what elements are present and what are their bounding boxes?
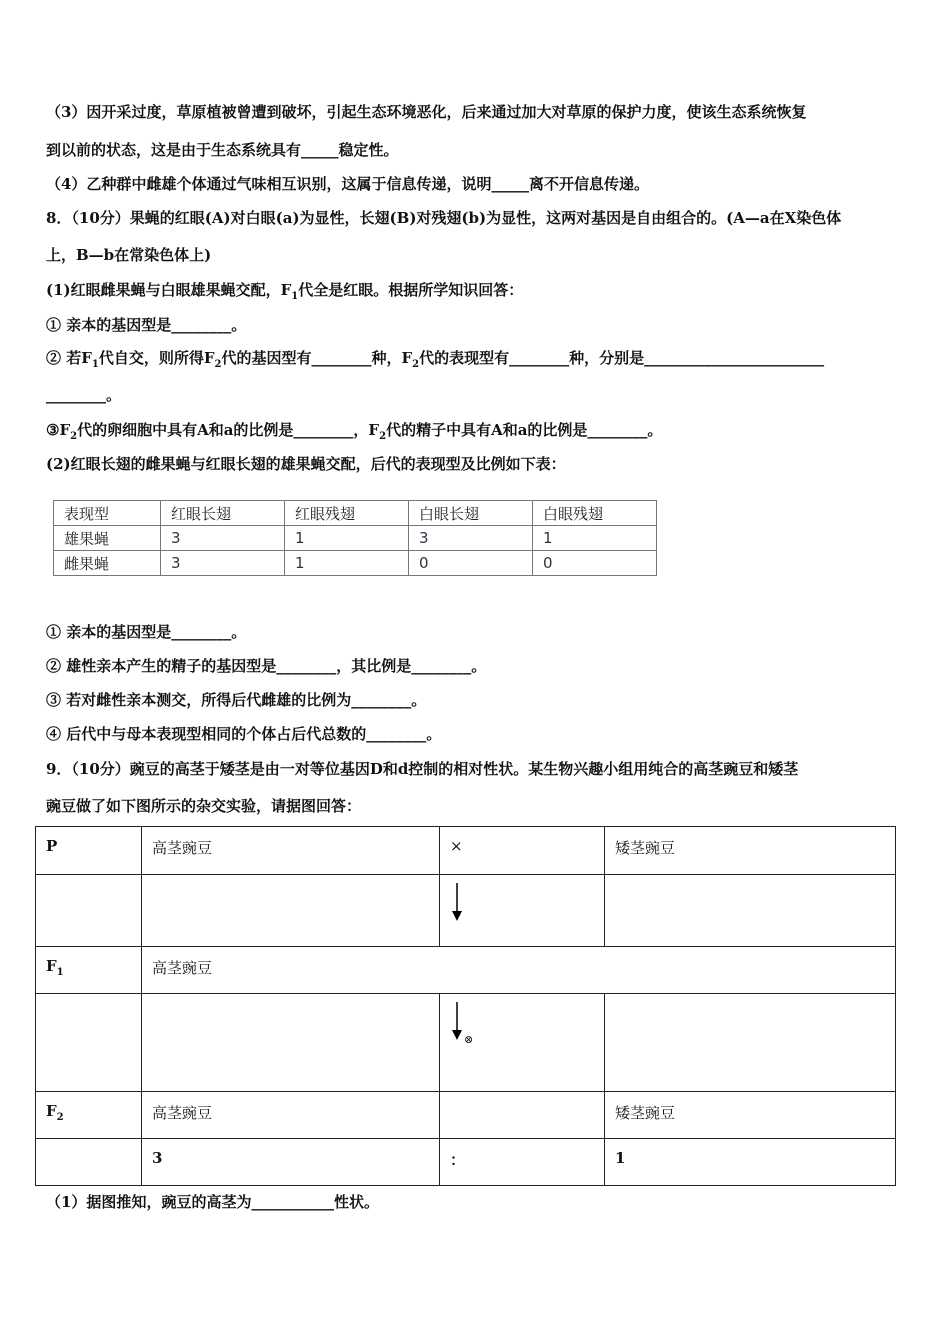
cross-diagram-table (35, 826, 896, 1186)
table-row (36, 947, 896, 994)
question-9-stem-b: 豌豆做了如下图所示的杂交实验，请据图回答： (46, 797, 362, 815)
generation-label-f1: $F_1$ (36, 947, 142, 994)
table-cell: 3 (161, 526, 285, 551)
table-cell (142, 994, 440, 1092)
question-8-1-iii: $③F_2$代的卵细胞中具有A和a的比例是________，$F_2$代的精子中具有A和a的比例是________。 (46, 421, 663, 442)
f2-tall: 高茎豌豆 (142, 1092, 440, 1139)
table-cell (605, 994, 896, 1092)
generation-label-p: P (36, 827, 142, 875)
table-cell: 1 (285, 526, 409, 551)
f1-value: 高茎豌豆 (142, 947, 896, 994)
table-cell (440, 994, 605, 1092)
self-cross-icon: ⊗ (464, 1033, 474, 1046)
paragraph-3b: 到以前的状态，这是由于生态系统具有_____稳定性。 (46, 141, 399, 159)
cross-symbol: × (440, 827, 605, 875)
table-header-cell: 表现型 (54, 501, 161, 526)
f2-short: 矮茎豌豆 (605, 1092, 896, 1139)
paragraph-4: （4）乙种群中雌雄个体通过气味相互识别，这属于信息传递，说明_____离不开信息传递。 (46, 175, 649, 193)
table-cell (36, 994, 142, 1092)
parent-tall: 高茎豌豆 (142, 827, 440, 875)
generation-label-f2: $F_2$ (36, 1092, 142, 1139)
question-9-part-1: （1）据图推知，豌豆的高茎为___________性状。 (46, 1193, 379, 1211)
question-8-part-1: (1)红眼雌果蝇与白眼雄果蝇交配，$F_1$代全是红眼。根据所学知识回答： (46, 281, 524, 302)
table-cell: 雌果蝇 (54, 551, 161, 576)
table-header-cell: 白眼残翅 (533, 501, 657, 526)
question-8-2-iii: ③ 若对雌性亲本测交，所得后代雌雄的比例为________。 (46, 691, 427, 709)
table-cell: 3 (161, 551, 285, 576)
table-cell (440, 1092, 605, 1139)
table-row (54, 551, 657, 576)
table-cell: 1 (533, 526, 657, 551)
table-row (36, 875, 896, 947)
question-9-stem-a: 9．（10分）豌豆的高茎于矮茎是由一对等位基因D和d控制的相对性状。某生物兴趣小组用纯合的高茎豌豆和矮茎 (46, 760, 799, 778)
table-cell: 雄果蝇 (54, 526, 161, 551)
table-cell: 1 (285, 551, 409, 576)
table-cell (142, 875, 440, 947)
table-row (54, 526, 657, 551)
question-8-2-iv: ④ 后代中与母本表现型相同的个体占后代总数的________。 (46, 725, 442, 743)
ratio-separator: ： (440, 1139, 605, 1186)
table-header-cell: 红眼残翅 (285, 501, 409, 526)
table-row (36, 827, 896, 875)
question-8-1-i: ① 亲本的基因型是________。 (46, 316, 247, 334)
question-8-2-i: ① 亲本的基因型是________。 (46, 623, 247, 641)
down-arrow-icon (450, 883, 464, 923)
table-cell: 3 (409, 526, 533, 551)
table-cell (605, 875, 896, 947)
ratio-right: 1 (605, 1139, 896, 1186)
table-cell: 0 (409, 551, 533, 576)
table-cell (36, 875, 142, 947)
table-header-cell: 红眼长翅 (161, 501, 285, 526)
question-8-part-2: (2)红眼长翅的雌果蝇与红眼长翅的雄果蝇交配，后代的表现型及比例如下表： (46, 455, 566, 473)
result-table-header (54, 501, 657, 526)
question-8-1-ii-cont: ________。 (46, 386, 122, 404)
question-8-stem-a: 8．（10分）果蝇的红眼(A)对白眼(a)为显性，长翅(B)对残翅(b)为显性，这两对基因是自由组合的。(A—a在X染色体 (46, 209, 842, 227)
parent-short: 矮茎豌豆 (605, 827, 896, 875)
table-row (36, 1139, 896, 1186)
table-row (36, 1092, 896, 1139)
result-table (53, 500, 657, 576)
down-arrow-icon (450, 1002, 464, 1042)
question-8-1-ii: ② 若$F_1$代自交，则所得$F_2$代的基因型有________种，$F_2$代的表现型有________种，分别是________________________ (46, 349, 825, 370)
table-cell (440, 875, 605, 947)
question-8-2-ii: ② 雄性亲本产生的精子的基因型是________，其比例是________。 (46, 657, 487, 675)
table-cell: 0 (533, 551, 657, 576)
question-8-stem-b: 上，B—b在常染色体上) (46, 246, 212, 264)
table-row (36, 994, 896, 1092)
table-header-cell: 白眼长翅 (409, 501, 533, 526)
ratio-left: 3 (142, 1139, 440, 1186)
table-cell (36, 1139, 142, 1186)
paragraph-3a: （3）因开采过度，草原植被曾遭到破坏，引起生态环境恶化，后来通过加大对草原的保护力度，使该生态系统恢复 (46, 103, 807, 121)
